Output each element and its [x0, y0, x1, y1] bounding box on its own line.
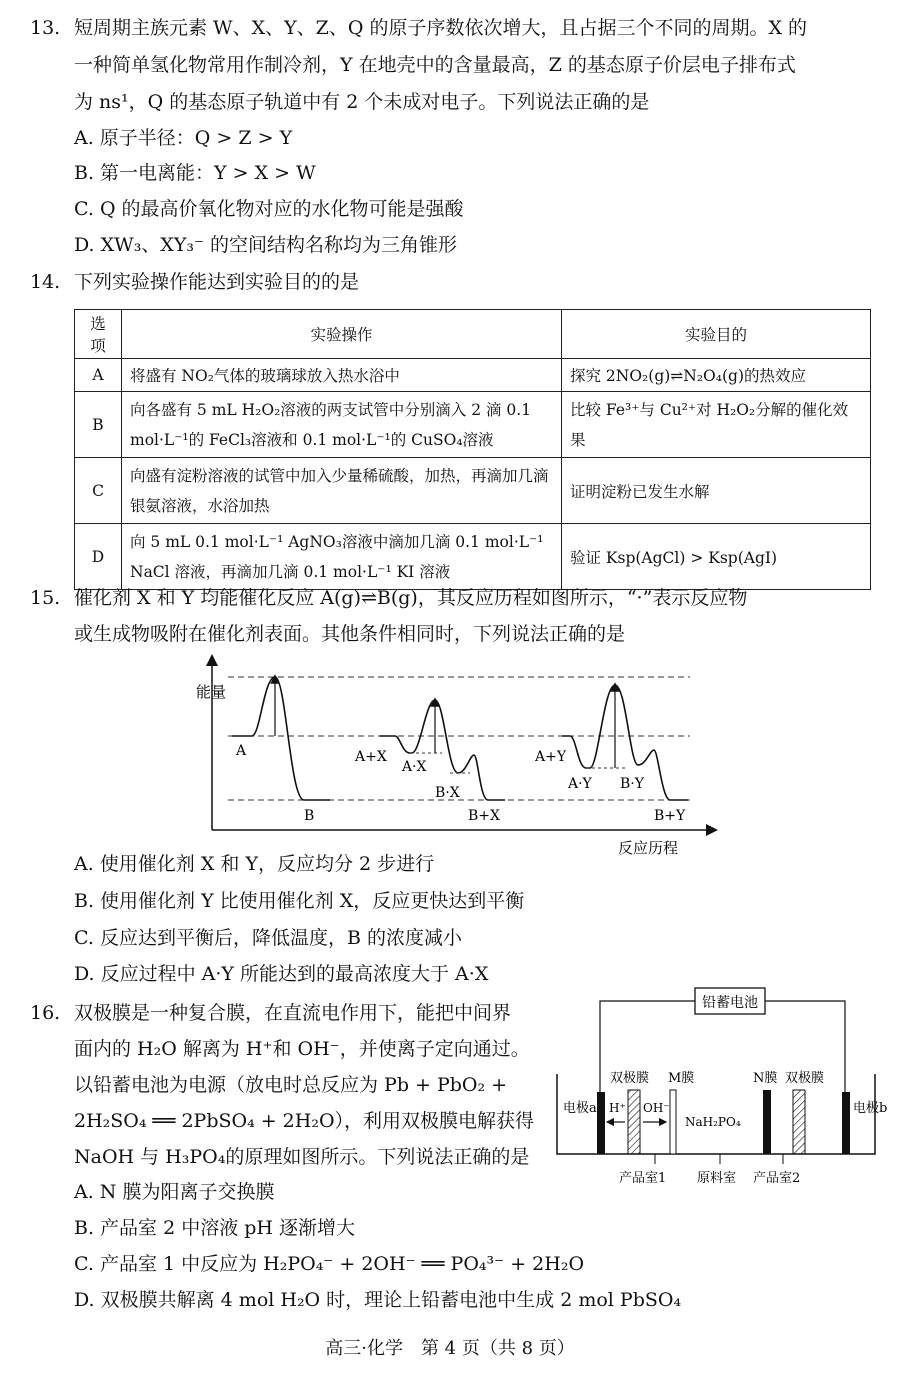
- option-c: C. 反应达到平衡后，降低温度，B 的浓度减小: [74, 927, 462, 949]
- question-stem: 下列实验操作能达到实验目的的是: [74, 271, 360, 293]
- label-a-dot-x: A·X: [402, 759, 427, 775]
- m-membrane: [670, 1090, 676, 1154]
- option-d: D. 反应过程中 A·Y 所能达到的最高浓度大于 A·X: [74, 963, 489, 985]
- question-number: 15.: [30, 587, 61, 609]
- option-a: A. N 膜为阳离子交换膜: [74, 1181, 275, 1203]
- question-stem-line: 一种简单氢化物常用作制冷剂，Y 在地壳中的含量最高，Z 的基态原子价层电子排布式: [74, 54, 796, 76]
- table-cell: A: [75, 359, 122, 392]
- question-stem-line: 以铅蓄电池为电源（放电时总反应为 Pb + PbO₂ +: [74, 1074, 508, 1096]
- bipolar-right-label: 双极膜: [785, 1071, 825, 1086]
- y-axis-label: 能量: [196, 683, 227, 701]
- table-row: [75, 359, 871, 392]
- feed-room-label: 原料室: [697, 1171, 737, 1186]
- question-stem-line: 双极膜是一种复合膜，在直流电作用下，能把中间界: [74, 1002, 512, 1024]
- label-a-plus-y: A+Y: [535, 749, 567, 765]
- label-a: A: [236, 743, 247, 759]
- room2-label: 产品室2: [753, 1171, 801, 1186]
- electrode-a-label: 电极a: [563, 1101, 597, 1116]
- table-cell: B: [75, 392, 122, 458]
- feed-label: NaH₂PO₄: [685, 1115, 741, 1129]
- question-stem-line: 2H₂SO₄ ══ 2PbSO₄ + 2H₂O），利用双极膜电解获得: [74, 1110, 535, 1132]
- option-b: B. 第一电离能：Y > X > W: [74, 162, 316, 184]
- n-membrane: [763, 1090, 771, 1154]
- question-number: 14.: [30, 271, 61, 293]
- question-stem-line: 为 ns¹，Q 的基态原子轨道中有 2 个未成对电子。下列说法正确的是: [74, 91, 650, 113]
- bipolar-membrane-left: [628, 1090, 640, 1154]
- question-stem-line: 短周期主族元素 W、X、Y、Z、Q 的原子序数依次增大，且占据三个不同的周期。X 的: [74, 17, 808, 39]
- electrolysis-diagram: [555, 982, 888, 1192]
- option-a: A. 原子半径：Q > Z > Y: [74, 127, 293, 149]
- table-row: [75, 524, 871, 590]
- option-c: C. 产品室 1 中反应为 H₂PO₄⁻ + 2OH⁻ ══ PO₄³⁻ + 2H₂O: [74, 1253, 585, 1275]
- table-cell: C: [75, 458, 122, 524]
- table-cell: 将盛有 NO₂气体的玻璃球放入热水浴中: [122, 359, 562, 392]
- uncatalysed-curve: [232, 677, 330, 800]
- n-membrane-label: N膜: [753, 1071, 778, 1086]
- option-d: D. XW₃、XY₃⁻ 的空间结构名称均为三角锥形: [74, 234, 458, 256]
- label-b-plus-x: B+X: [468, 808, 500, 824]
- option-b: B. 使用催化剂 Y 比使用催化剂 X，反应更快达到平衡: [74, 890, 525, 912]
- label-a-plus-x: A+X: [355, 749, 387, 765]
- table-row: [75, 458, 871, 524]
- question-stem-line: 催化剂 X 和 Y 均能催化反应 A(g)⇌B(g)，其反应历程如图所示，“·”表示反应物: [74, 587, 748, 609]
- h-ion-label: H⁺: [609, 1101, 626, 1115]
- label-b: B: [304, 808, 315, 824]
- table-cell: 比较 Fe³⁺与 Cu²⁺对 H₂O₂分解的催化效果: [562, 392, 871, 458]
- table-header: 实验操作: [122, 310, 562, 359]
- battery-label: 铅蓄电池: [702, 995, 758, 1011]
- table-cell: D: [75, 524, 122, 590]
- label-b-dot-x: B·X: [435, 785, 460, 801]
- bipolar-membrane-right: [793, 1090, 805, 1154]
- table-header: 实验目的: [562, 310, 871, 359]
- experiment-table: [74, 309, 871, 590]
- bipolar-left-label: 双极膜: [610, 1071, 650, 1086]
- option-c: C. Q 的最高价氧化物对应的水化物可能是强酸: [74, 198, 464, 220]
- table-row: [75, 392, 871, 458]
- question-stem-line: NaOH 与 H₃PO₄的原理如图所示。下列说法正确的是: [74, 1146, 530, 1168]
- room1-label: 产品室1: [619, 1171, 667, 1186]
- table-cell: 证明淀粉已发生水解: [562, 458, 871, 524]
- table-cell: 向 5 mL 0.1 mol·L⁻¹ AgNO₃溶液中滴加几滴 0.1 mol·L⁻¹ NaCl 溶液，再滴加几滴 0.1 mol·L⁻¹ KI 溶液: [122, 524, 562, 590]
- table-header: 选项: [75, 310, 122, 359]
- table-cell: 向盛有淀粉溶液的试管中加入少量稀硫酸，加热，再滴加几滴银氨溶液，水浴加热: [122, 458, 562, 524]
- oh-ion-label: OH⁻: [643, 1101, 670, 1115]
- option-b: B. 产品室 2 中溶液 pH 逐渐增大: [74, 1217, 356, 1239]
- question-stem-line: 面内的 H₂O 解离为 H⁺和 OH⁻，并使离子定向通过。: [74, 1038, 530, 1060]
- electrode-b-label: 电极b: [853, 1101, 888, 1116]
- electrode-b: [842, 1092, 850, 1154]
- label-b-plus-y: B+Y: [654, 808, 686, 824]
- label-b-dot-y: B·Y: [620, 776, 644, 792]
- question-number: 16.: [30, 1002, 61, 1024]
- m-membrane-label: M膜: [668, 1071, 695, 1086]
- option-a: A. 使用催化剂 X 和 Y，反应均分 2 步进行: [74, 853, 435, 875]
- x-axis-label: 反应历程: [618, 839, 679, 857]
- page-footer: 高三·化学 第 4 页（共 8 页）: [325, 1338, 575, 1359]
- question-stem-line: 或生成物吸附在催化剂表面。其他条件相同时，下列说法正确的是: [74, 623, 626, 645]
- table-cell: 向各盛有 5 mL H₂O₂溶液的两支试管中分别滴入 2 滴 0.1 mol·L⁻¹的 FeCl₃溶液和 0.1 mol·L⁻¹的 CuSO₄溶液: [122, 392, 562, 458]
- table-cell: 验证 Ksp(AgCl) > Ksp(AgI): [562, 524, 871, 590]
- electrode-a: [597, 1092, 605, 1154]
- table-header-row: [75, 310, 871, 359]
- question-number: 13.: [30, 17, 61, 39]
- table-cell: 探究 2NO₂(g)⇌N₂O₄(g)的热效应: [562, 359, 871, 392]
- label-a-dot-y: A·Y: [568, 776, 592, 792]
- energy-profile-diagram: [180, 655, 720, 860]
- option-d: D. 双极膜共解离 4 mol H₂O 时，理论上铅蓄电池中生成 2 mol PbSO₄: [74, 1289, 682, 1311]
